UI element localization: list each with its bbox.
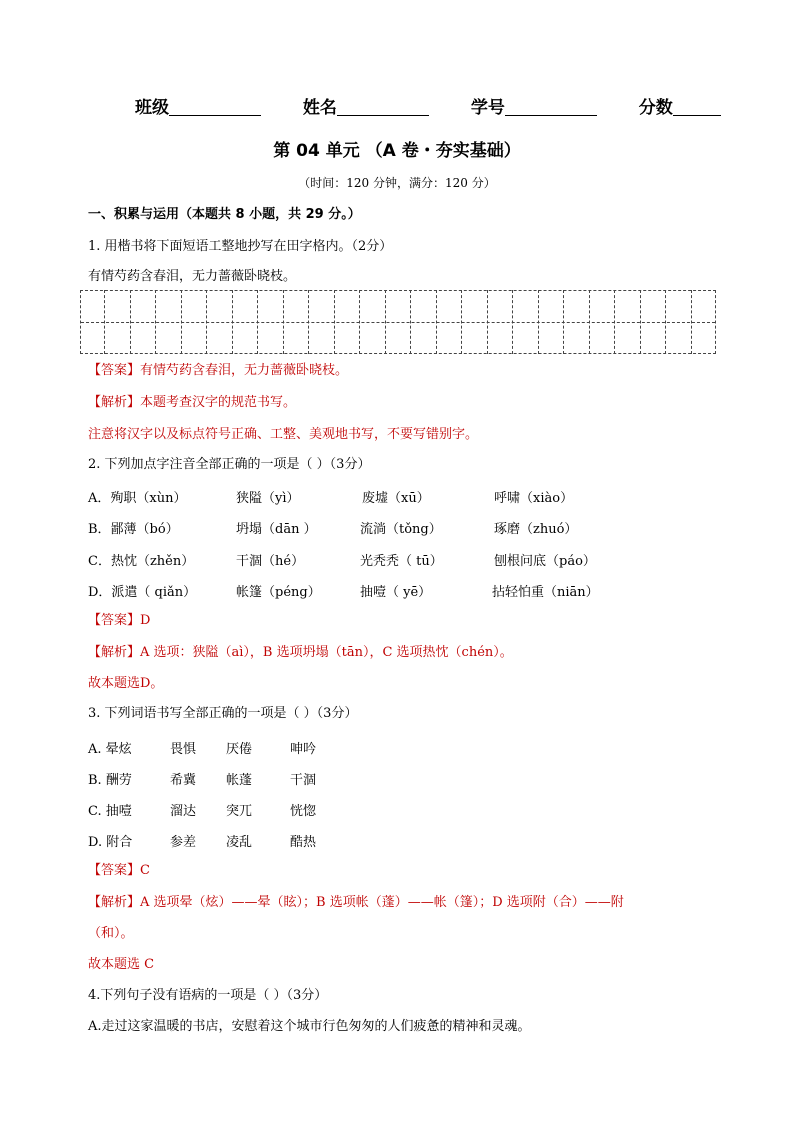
class-label: 班级 — [135, 98, 169, 118]
q3-d4: 酷热 — [290, 835, 317, 850]
student-info-line — [135, 93, 715, 118]
page-title: 第 04 单元 （A 卷・夯实基础） — [273, 141, 521, 161]
q2-a3: 废墟（xū） — [362, 491, 430, 506]
q2-b2: 坍塌（dān ） — [236, 522, 317, 537]
q3-analysis-cont: （和）。 — [88, 926, 134, 941]
q2-b4: 琢磨（zhuó） — [494, 522, 578, 537]
q2-b1: B．鄙薄（bó） — [88, 522, 179, 537]
class-field — [135, 93, 261, 118]
q3-analysis: 【解析】A 选项晕（炫）——晕（眩）；B 选项帐（蓬）——帐（篷）；D 选项附（合）——附 — [88, 895, 624, 910]
q2-c3: 光秃秃（ tū） — [360, 554, 443, 569]
q2-answer: 【答案】D — [88, 613, 151, 628]
q2-c4: 刨根问底（páo） — [494, 554, 596, 569]
q2-b3: 流淌（tǒng） — [360, 522, 442, 537]
page-subtitle: （时间：120 分钟，满分：120 分） — [298, 176, 496, 190]
q3-d2: 参差 — [170, 835, 197, 850]
score-label: 分数 — [638, 98, 673, 118]
name-blank[interactable] — [337, 98, 429, 116]
section-heading: 一、积累与运用（本题共 8 小题，共 29 分。） — [88, 207, 361, 222]
q2-a4: 呼啸（xiào） — [494, 491, 574, 506]
score-field — [639, 93, 721, 118]
q3-b4: 干涸 — [290, 773, 317, 788]
q3-c3: 突兀 — [226, 804, 253, 819]
q2-a2: 狭隘（yì） — [236, 491, 300, 506]
q4-option-a: A.走过这家温暖的书店，安慰着这个城市行色匆匆的人们疲惫的精神和灵魂。 — [88, 1019, 531, 1034]
q2-analysis: 【解析】A 选项：狭隘（aì），B 选项坍塌（tān），C 选项热忱（chén）。 — [88, 645, 513, 660]
q3-b3: 帐蓬 — [226, 773, 253, 788]
q3-a4: 呻吟 — [290, 742, 317, 757]
q1-answer: 【答案】有情芍药含春泪，无力蔷薇卧晓枝。 — [88, 363, 349, 378]
q1-stem: 1. 用楷书将下面短语工整地抄写在田字格内。（2分） — [88, 239, 393, 254]
name-field — [303, 93, 429, 118]
q3-c2: 溜达 — [170, 804, 197, 819]
q1-analysis-note: 注意将汉字以及标点符号正确、工整、美观地书写，不要写错别字。 — [88, 427, 479, 442]
q2-d2: 帐篷（péng） — [236, 585, 321, 600]
class-blank[interactable] — [169, 98, 261, 116]
q3-a1: A. 晕炫 — [88, 742, 132, 757]
q3-stem: 3. 下列词语书写全部正确的一项是（ ）（3分） — [88, 706, 358, 721]
q2-c2: 干涸（hé） — [236, 554, 305, 569]
q2-stem: 2. 下列加点字注音全部正确的一项是（ ）（3分） — [88, 457, 371, 472]
q3-b1: B. 酬劳 — [88, 773, 132, 788]
grid-columns — [80, 290, 716, 354]
q2-d4: 拈轻怕重（niān） — [492, 585, 599, 600]
q3-answer: 【答案】C — [88, 863, 150, 878]
q2-conclusion: 故本题选D。 — [88, 676, 164, 691]
q3-c1: C. 抽噎 — [88, 804, 132, 819]
id-blank[interactable] — [505, 98, 597, 116]
q3-a3: 厌倦 — [226, 742, 253, 757]
q2-c1: C．热忱（zhěn） — [88, 554, 195, 569]
id-label: 学号 — [470, 98, 505, 118]
q3-conclusion: 故本题选 C — [88, 957, 155, 972]
q3-a2: 畏惧 — [170, 742, 197, 757]
q2-a1: A．殉职（xùn） — [88, 491, 187, 506]
q1-text: 有情芍药含春泪，无力蔷薇卧晓枝。 — [88, 269, 297, 284]
q1-analysis: 【解析】本题考查汉字的规范书写。 — [88, 395, 297, 410]
name-label: 姓名 — [302, 98, 337, 118]
score-blank[interactable] — [673, 98, 721, 116]
q2-d3: 抽噎（ yē） — [360, 585, 432, 600]
id-field — [471, 93, 597, 118]
q3-b2: 希冀 — [170, 773, 197, 788]
q4-stem: 4.下列句子没有语病的一项是（ ）（3分） — [88, 988, 328, 1003]
q3-c4: 恍惚 — [290, 804, 317, 819]
q3-d3: 凌乱 — [226, 835, 253, 850]
q3-d1: D. 附合 — [88, 835, 133, 850]
q2-d1: D．派遣（ qiǎn） — [88, 585, 197, 600]
